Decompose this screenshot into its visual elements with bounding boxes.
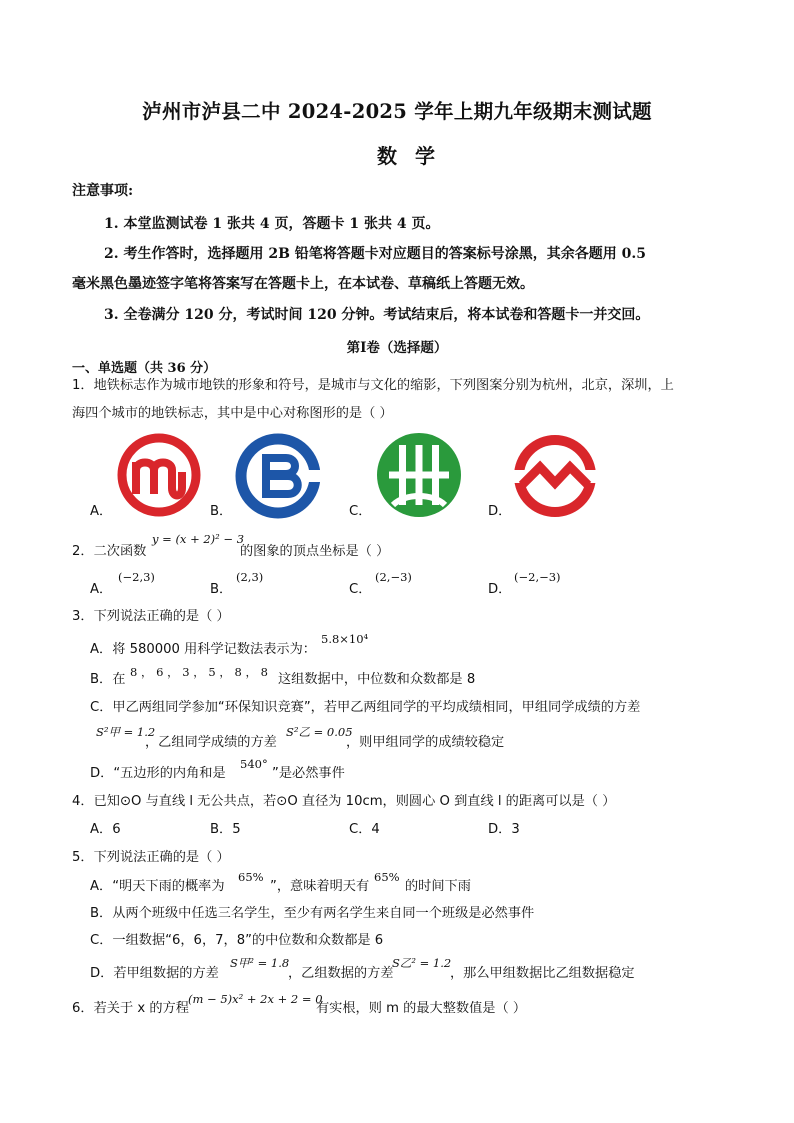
q3-option-a-math: 5.8×10⁴ bbox=[321, 632, 369, 646]
q5-option-a-mid: ”，意味着明天有 bbox=[270, 879, 370, 894]
q4-option-d: D．3 bbox=[488, 822, 520, 837]
q2-option-c-label: C． bbox=[349, 582, 372, 597]
q1-option-a-label: A． bbox=[90, 504, 113, 519]
q6-formula: (m − 5)x² + 2x + 2 = 0 bbox=[188, 992, 323, 1006]
note-item-1: 1. 本堂监测试卷 1 张共 4 页，答题卡 1 张共 4 页。 bbox=[104, 216, 440, 232]
q5-option-d-math2: S乙² = 1.2 bbox=[392, 956, 452, 970]
q5-option-a-post: 的时间下雨 bbox=[405, 879, 471, 894]
q5-option-d-mid: ，乙组数据的方差 bbox=[288, 966, 394, 981]
q3-option-c-math1: S²甲 = 1.2 bbox=[96, 725, 156, 739]
q1-option-d-label: D． bbox=[488, 504, 512, 519]
q2-stem-pre: 2．二次函数 bbox=[72, 544, 147, 559]
shanghai-metro-logo-icon bbox=[512, 433, 598, 519]
notes-heading: 注意事项: bbox=[72, 183, 134, 199]
beijing-subway-logo-icon bbox=[234, 432, 322, 520]
q3-option-b-pre: B．在 bbox=[90, 672, 126, 687]
shenzhen-metro-logo-icon bbox=[375, 431, 463, 519]
q2-option-b-value: (2,3) bbox=[236, 570, 264, 584]
q3-option-a-text: A．将 580000 用科学记数法表示为： bbox=[90, 642, 316, 657]
q3-option-d-math: 540° bbox=[240, 757, 268, 771]
q2-option-a-value: (−2,3) bbox=[118, 570, 155, 584]
subject-title: 数学 bbox=[377, 144, 453, 168]
q4-stem: 4．已知⊙O 与直线 l 无公共点，若⊙O 直径为 10cm，则圆心 O 到直线 l 的距离可以是（ ） bbox=[72, 794, 616, 809]
q4-option-b: B．5 bbox=[210, 822, 241, 837]
q3-option-d-pre: D．“五边形的内角和是 bbox=[90, 766, 226, 781]
q3-option-c-line1: C．甲乙两组同学参加“环保知识竞赛”，若甲乙两组同学的平均成绩相同，甲组同学成绩的方差 bbox=[90, 700, 641, 715]
q1-stem-line2: 海四个城市的地铁标志，其中是中心对称图形的是（ ） bbox=[72, 406, 393, 421]
note-item-2: 2. 考生作答时，选择题用 2B 铅笔将答题卡对应题目的答案标号涂黑，其余各题用 0.5 bbox=[104, 246, 647, 262]
q1-option-b-label: B． bbox=[210, 504, 233, 519]
q5-option-b: B．从两个班级中任选三名学生，至少有两名学生来自同一个班级是必然事件 bbox=[90, 906, 535, 921]
q2-option-d-label: D． bbox=[488, 582, 512, 597]
section-heading: 一、单选题（共 36 分） bbox=[72, 361, 217, 376]
q2-stem-post: 的图象的顶点坐标是（ ） bbox=[240, 544, 390, 559]
q3-option-d-post: ”是必然事件 bbox=[272, 766, 345, 781]
q5-option-a-pre: A．“明天下雨的概率为 bbox=[90, 879, 225, 894]
q5-option-c: C．一组数据“6，6，7，8”的中位数和众数都是 6 bbox=[90, 933, 384, 948]
q2-option-a-label: A． bbox=[90, 582, 113, 597]
q1-stem-line1: 1．地铁标志作为城市地铁的形象和符号，是城市与文化的缩影，下列图案分别为杭州，北京，深圳，上 bbox=[72, 378, 674, 393]
q6-stem-post: 有实根，则 m 的最大整数值是（ ） bbox=[316, 1001, 527, 1016]
q4-option-c: C．4 bbox=[349, 822, 380, 837]
q2-formula: y = (x + 2)² − 3 bbox=[152, 532, 245, 546]
note-item-2-cont: 毫米黑色墨迹签字笔将答案写在答题卡上，在本试卷、草稿纸上答题无效。 bbox=[72, 276, 534, 292]
note-item-3: 3. 全卷满分 120 分，考试时间 120 分钟。考试结束后，将本试卷和答题卡一并交回。 bbox=[104, 307, 650, 323]
q5-option-a-math1: 65% bbox=[238, 870, 264, 884]
q3-option-c-math2: S²乙 = 0.05 bbox=[286, 725, 353, 739]
page-title: 泸州市泸县二中 2024-2025 学年上期九年级期末测试题 bbox=[142, 100, 652, 123]
q4-option-a: A．6 bbox=[90, 822, 121, 837]
q3-option-c-post: ，则甲组同学的成绩较稳定 bbox=[346, 735, 505, 750]
q1-option-c-label: C． bbox=[349, 504, 372, 519]
q2-option-d-value: (−2,−3) bbox=[514, 570, 561, 584]
hangzhou-metro-logo-icon bbox=[116, 432, 202, 518]
q6-stem-pre: 6．若关于 x 的方程 bbox=[72, 1001, 189, 1016]
q5-option-d-pre: D．若甲组数据的方差 bbox=[90, 966, 219, 981]
q5-option-a-math2: 65% bbox=[374, 870, 400, 884]
q3-stem: 3．下列说法正确的是（ ） bbox=[72, 609, 230, 624]
q3-option-b-post: 这组数据中，中位数和众数都是 8 bbox=[278, 672, 476, 687]
q5-option-d-post: ，那么甲组数据比乙组数据稳定 bbox=[450, 966, 635, 981]
q2-option-c-value: (2,−3) bbox=[375, 570, 412, 584]
volume-heading: 第Ⅰ卷（选择题） bbox=[346, 340, 448, 356]
q3-option-c-mid: ，乙组同学成绩的方差 bbox=[145, 735, 277, 750]
q2-option-b-label: B． bbox=[210, 582, 233, 597]
q5-option-d-math1: S甲² = 1.8 bbox=[230, 956, 290, 970]
q5-stem: 5．下列说法正确的是（ ） bbox=[72, 850, 230, 865]
q3-option-b-math: 8 ， 6 ， 3 ， 5 ， 8 ， 8 bbox=[130, 665, 268, 679]
